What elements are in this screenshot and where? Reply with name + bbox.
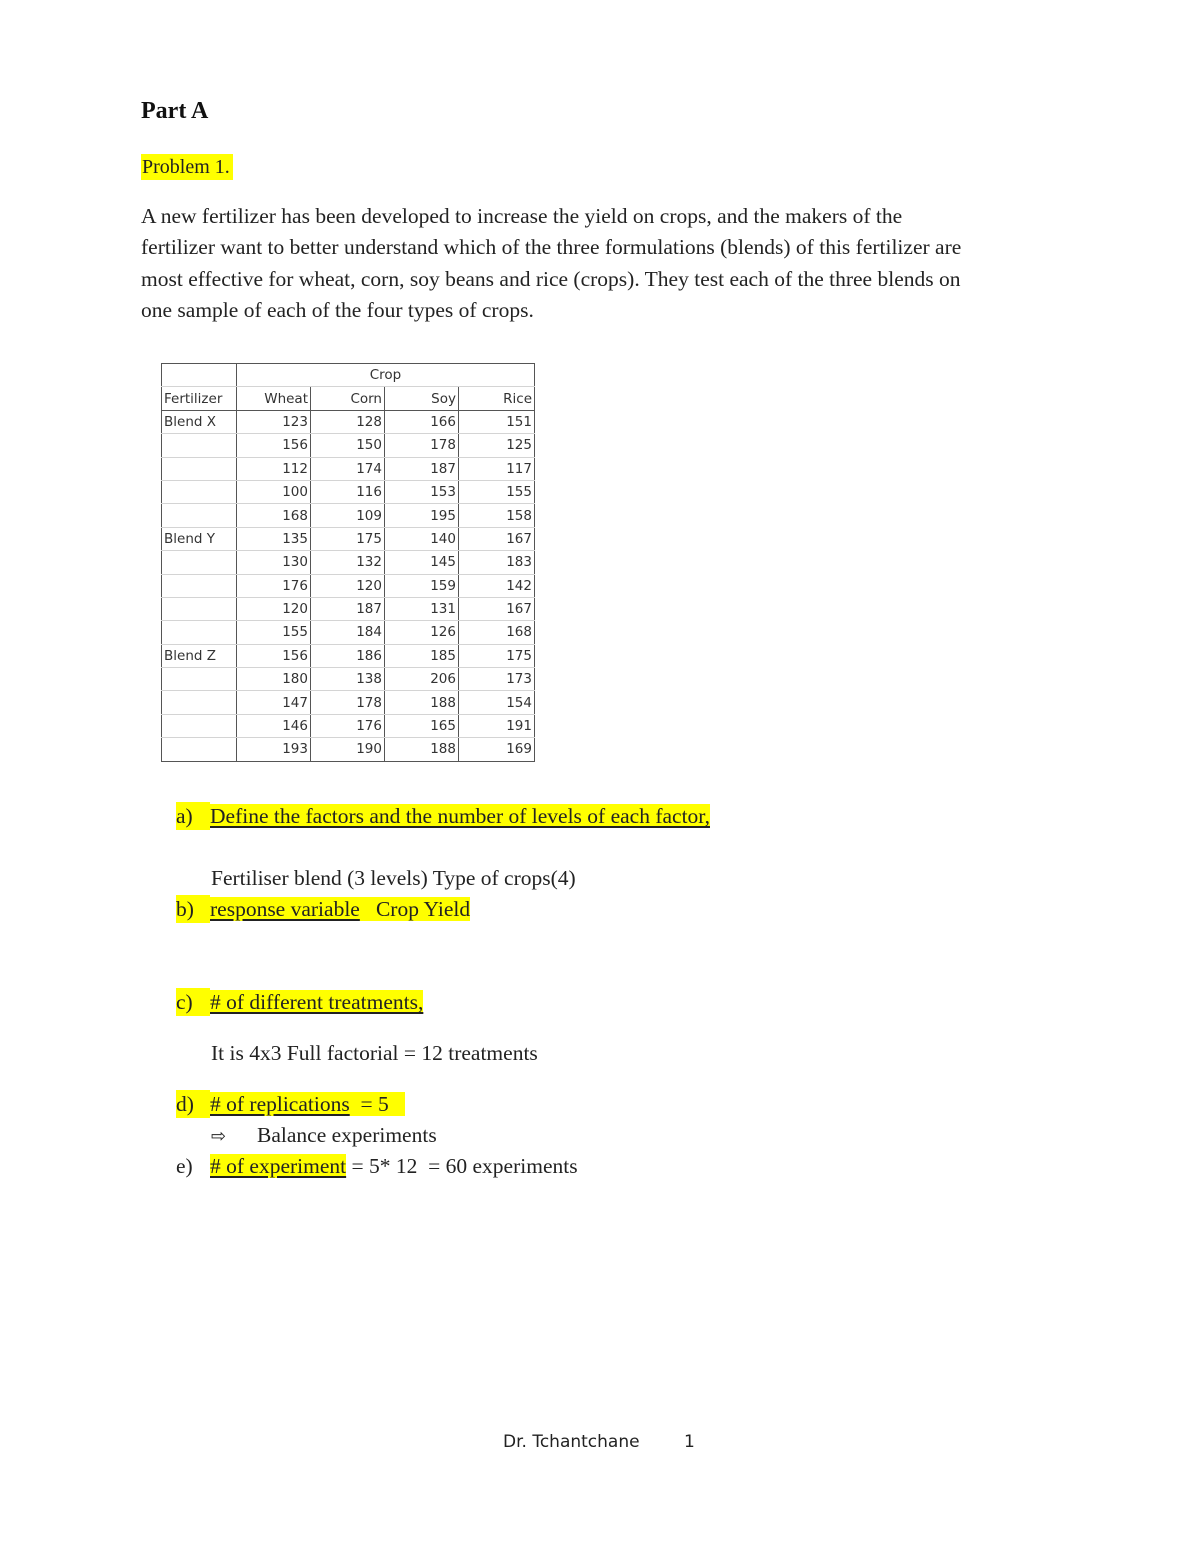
note-d bbox=[211, 1121, 437, 1151]
table-cell: 165 bbox=[385, 714, 459, 737]
table-cell: 130 bbox=[237, 551, 311, 574]
table-cell: 153 bbox=[385, 480, 459, 503]
table-cell: 142 bbox=[459, 574, 535, 597]
question-a bbox=[176, 802, 710, 830]
table-cell: 150 bbox=[311, 434, 385, 457]
question-marker: e) bbox=[176, 1154, 193, 1178]
table-cell: 184 bbox=[311, 621, 385, 644]
page-number: 1 bbox=[684, 1432, 695, 1452]
table-cell: 109 bbox=[311, 504, 385, 527]
table-cell: 188 bbox=[385, 691, 459, 714]
table-cell: 159 bbox=[385, 574, 459, 597]
table-cell: 190 bbox=[311, 738, 385, 761]
answer-c: It is 4x3 Full factorial = 12 treatments bbox=[211, 1041, 538, 1065]
problem-label: Problem 1. bbox=[141, 154, 233, 180]
table-cell: 155 bbox=[459, 480, 535, 503]
table-cell: 191 bbox=[459, 714, 535, 737]
table-cell: 126 bbox=[385, 621, 459, 644]
table-cell: 193 bbox=[237, 738, 311, 761]
table-column-header: Rice bbox=[459, 387, 535, 410]
question-text: # of experiment bbox=[210, 1154, 347, 1178]
table-cell: 117 bbox=[459, 457, 535, 480]
question-marker: c) bbox=[176, 988, 210, 1016]
table-row bbox=[162, 714, 535, 737]
paragraph-line: one sample of each of the four types of crops. bbox=[141, 297, 534, 322]
fertilizer-label bbox=[162, 504, 237, 527]
note-text: Balance experiments bbox=[257, 1123, 437, 1147]
table-cell: 123 bbox=[237, 410, 311, 433]
table-row bbox=[162, 410, 535, 433]
question-d bbox=[176, 1090, 405, 1118]
table-column-header: Soy bbox=[385, 387, 459, 410]
table-row bbox=[162, 621, 535, 644]
table-cell: 174 bbox=[311, 457, 385, 480]
question-marker: a) bbox=[176, 802, 210, 830]
table-column-header: Corn bbox=[311, 387, 385, 410]
footer-author: Dr. Tchantchane bbox=[503, 1432, 640, 1452]
table-cell: 147 bbox=[237, 691, 311, 714]
table-cell: 173 bbox=[459, 668, 535, 691]
fertilizer-label bbox=[162, 551, 237, 574]
table-cell: 188 bbox=[385, 738, 459, 761]
table-cell: 178 bbox=[385, 434, 459, 457]
table-cell: 145 bbox=[385, 551, 459, 574]
answer-a: Fertiliser blend (3 levels) Type of crops(4) bbox=[211, 866, 576, 890]
table-row bbox=[162, 527, 535, 550]
answer-d: = 5 bbox=[349, 1092, 405, 1116]
table-cell: 169 bbox=[459, 738, 535, 761]
table-cell: 175 bbox=[459, 644, 535, 667]
question-text: # of different treatments, bbox=[210, 990, 424, 1014]
crop-yield-table bbox=[161, 363, 535, 762]
table-cell: 168 bbox=[459, 621, 535, 644]
arrow-right-icon: ⇨ bbox=[211, 1126, 227, 1147]
paragraph-line: most effective for wheat, corn, soy beans and rice (crops). They test each of the three blends on bbox=[141, 266, 961, 291]
table-header-row bbox=[162, 364, 535, 387]
question-marker: d) bbox=[176, 1090, 210, 1118]
table-row bbox=[162, 574, 535, 597]
table-column-header: Wheat bbox=[237, 387, 311, 410]
table-corner-cell bbox=[162, 364, 237, 387]
table-cell: 178 bbox=[311, 691, 385, 714]
fertilizer-label bbox=[162, 621, 237, 644]
fertilizer-label bbox=[162, 434, 237, 457]
question-text: Define the factors and the number of levels of each factor, bbox=[210, 804, 710, 828]
table-cell: 176 bbox=[311, 714, 385, 737]
table-header-row bbox=[162, 387, 535, 410]
table-cell: 135 bbox=[237, 527, 311, 550]
table-cell: 206 bbox=[385, 668, 459, 691]
table-cell: 166 bbox=[385, 410, 459, 433]
table-cell: 185 bbox=[385, 644, 459, 667]
table-row-header: Fertilizer bbox=[162, 387, 237, 410]
table-cell: 120 bbox=[237, 597, 311, 620]
fertilizer-label bbox=[162, 691, 237, 714]
fertilizer-label: Blend Z bbox=[162, 644, 237, 667]
table-cell: 116 bbox=[311, 480, 385, 503]
section-heading: Part A bbox=[141, 98, 209, 124]
paragraph-line: fertilizer want to better understand which of the three formulations (blends) of this fertilizer are bbox=[141, 235, 962, 260]
table-row bbox=[162, 668, 535, 691]
fertilizer-label bbox=[162, 574, 237, 597]
table-cell: 151 bbox=[459, 410, 535, 433]
answer-e: = 5* 12 = 60 experiments bbox=[346, 1154, 578, 1178]
table-cell: 131 bbox=[385, 597, 459, 620]
fertilizer-label bbox=[162, 714, 237, 737]
table-cell: 156 bbox=[237, 434, 311, 457]
fertilizer-label bbox=[162, 668, 237, 691]
fertilizer-label bbox=[162, 597, 237, 620]
question-c bbox=[176, 988, 423, 1016]
table-row bbox=[162, 551, 535, 574]
table-cell: 138 bbox=[311, 668, 385, 691]
table-cell: 132 bbox=[311, 551, 385, 574]
table-cell: 146 bbox=[237, 714, 311, 737]
table-row bbox=[162, 691, 535, 714]
table-row bbox=[162, 504, 535, 527]
table-cell: 158 bbox=[459, 504, 535, 527]
question-marker: b) bbox=[176, 895, 210, 923]
table-row bbox=[162, 457, 535, 480]
table-group-header: Crop bbox=[237, 364, 535, 387]
table-row bbox=[162, 434, 535, 457]
table-row bbox=[162, 644, 535, 667]
fertilizer-label bbox=[162, 457, 237, 480]
table-cell: 120 bbox=[311, 574, 385, 597]
table-cell: 167 bbox=[459, 527, 535, 550]
table-cell: 187 bbox=[385, 457, 459, 480]
question-b bbox=[176, 895, 470, 923]
problem-statement bbox=[141, 201, 1071, 326]
question-text: response variable bbox=[210, 897, 360, 921]
table-cell: 125 bbox=[459, 434, 535, 457]
table-cell: 186 bbox=[311, 644, 385, 667]
table-cell: 155 bbox=[237, 621, 311, 644]
fertilizer-label bbox=[162, 480, 237, 503]
table-cell: 168 bbox=[237, 504, 311, 527]
fertilizer-label: Blend X bbox=[162, 410, 237, 433]
question-e bbox=[176, 1152, 578, 1180]
table-cell: 100 bbox=[237, 480, 311, 503]
table-cell: 176 bbox=[237, 574, 311, 597]
table-cell: 140 bbox=[385, 527, 459, 550]
table-cell: 195 bbox=[385, 504, 459, 527]
fertilizer-label: Blend Y bbox=[162, 527, 237, 550]
fertilizer-label bbox=[162, 738, 237, 761]
table-row bbox=[162, 738, 535, 761]
table-cell: 156 bbox=[237, 644, 311, 667]
table-cell: 128 bbox=[311, 410, 385, 433]
table-cell: 167 bbox=[459, 597, 535, 620]
table-cell: 175 bbox=[311, 527, 385, 550]
table-cell: 180 bbox=[237, 668, 311, 691]
table-cell: 112 bbox=[237, 457, 311, 480]
table-row bbox=[162, 597, 535, 620]
answer-b: Crop Yield bbox=[359, 897, 471, 921]
table-cell: 183 bbox=[459, 551, 535, 574]
table-row bbox=[162, 480, 535, 503]
paragraph-line: A new fertilizer has been developed to increase the yield on crops, and the makers of the bbox=[141, 204, 903, 228]
table-cell: 187 bbox=[311, 597, 385, 620]
question-text: # of replications bbox=[210, 1092, 350, 1116]
table-cell: 154 bbox=[459, 691, 535, 714]
